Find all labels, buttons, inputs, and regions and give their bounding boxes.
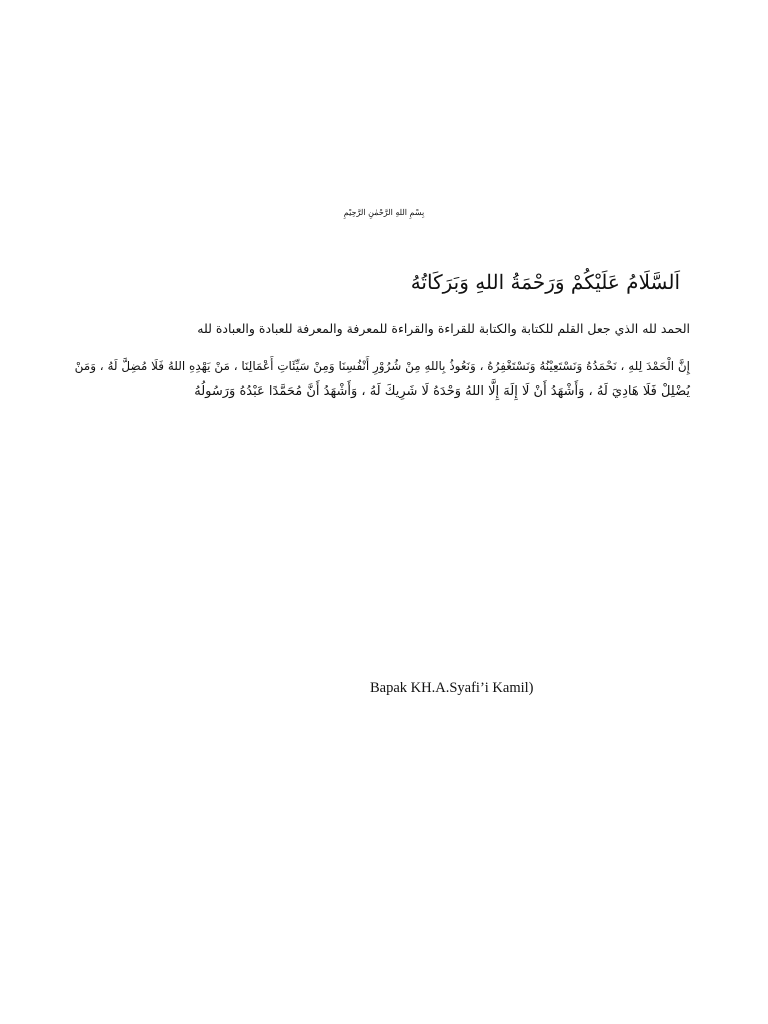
author-signature: Bapak KH.A.Syafi’i Kamil) bbox=[370, 680, 534, 696]
hamd-line: الحمد لله الذي جعل القلم للكتابة والكتابة للقراءة والقراءة للمعرفة والمعرفة للعبادة والعبادة لله bbox=[197, 321, 690, 336]
salam-greeting: اَلسَّلَامُ عَلَيْكُمْ وَرَحْمَةُ اللهِ وَبَرَكَاتُهُ bbox=[410, 270, 680, 294]
khutbah-opening-line-1: إِنَّ الْحَمْدَ لِلهِ ، نَحْمَدُهُ وَنَسْتَعِيْنُهُ وَنَسْتَغْفِرُهُ ، وَنَعُوذُ بِاللهِ مِنْ شُرُوْرِ أَنْفُسِنَا وَمِنْ سَيِّئَاتِ أَعْمَالِنَا ، مَنْ يَهْدِهِ اللهُ فَلَا مُضِلَّ لَهُ ، وَمَنْ bbox=[74, 359, 690, 373]
khutbah-opening-line-2: يُضْلِلْ فَلَا هَادِيَ لَهُ ، وَأَشْهَدُ أَنْ لَا إِلَهَ إِلَّا اللهُ وَحْدَهُ لَا شَرِيكَ لَهُ ، وَأَشْهَدُ أَنَّ مُحَمَّدًا عَبْدُهُ وَرَسُولُهُ bbox=[194, 384, 690, 399]
basmala-heading: بِسْمِ اللهِ الرَّحْمٰنِ الرَّحِيْمِ bbox=[343, 208, 425, 217]
